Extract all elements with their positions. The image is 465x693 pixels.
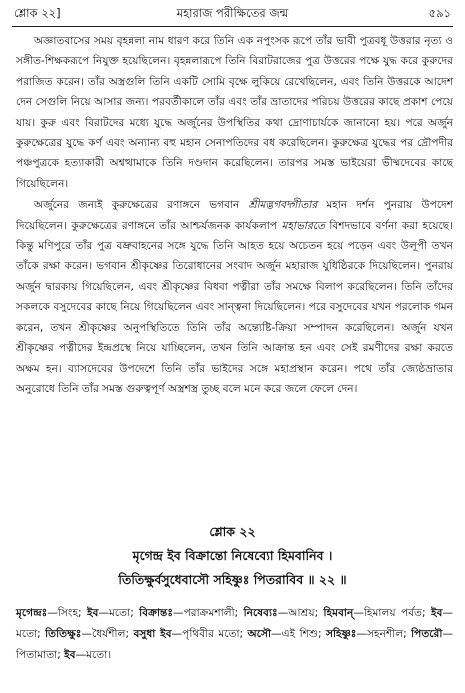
synonym-meaning: —মতো;	[16, 607, 453, 640]
synonyms-block	[16, 603, 453, 666]
synonym-word: মৃগেন্দ্রঃ	[16, 607, 48, 619]
synonym-meaning: —পরাক্রমশালী;	[172, 607, 244, 619]
synonym-entry	[64, 649, 111, 661]
synonym-entry	[326, 628, 411, 640]
synonym-entry	[244, 607, 324, 619]
page-header	[14, 4, 451, 24]
synonym-meaning: —মতো;	[98, 607, 140, 619]
book-title-mahabharata: মহাভারতে	[281, 219, 325, 232]
chapter-title: মহারাজ পরীক্ষিতের জন্ম	[176, 5, 289, 20]
synonym-word: ইব	[64, 649, 76, 661]
synonym-meaning: —ধৈর্যশীল;	[81, 628, 134, 640]
synonym-entry	[133, 628, 247, 640]
verse-line-2: তিতিক্ষুর্বসুধেবাসৌ সহিষ্ণুঃ পিতরাবিব ॥ ২২ ॥	[118, 572, 347, 587]
synonym-word: অসৌ	[247, 628, 271, 640]
header-divider	[12, 26, 453, 27]
purport-text-segment: মহান দর্শন পুনরায় উপদেশ দিয়েছিলেন। কুরুক্ষেত্রের রণাঙ্গনে তাঁর আশ্চর্যজনক কার্যকলাপ	[16, 199, 453, 232]
synonym-meaning: —হিমালয় পর্বত;	[353, 607, 431, 619]
synonym-word: তিতিক্ষুঃ	[45, 628, 82, 640]
synonym-entry	[16, 607, 87, 619]
purport-paragraph-1: অজ্ঞাতবাসের সময় বৃহন্নলা নাম ধারণ করে তিনি এক নপুংসক রূপে তাঁর ভাবী পুত্রবধূ উত্তরার নৃত্য ও সঙ্গীত-শিক্ষকরূপে নিযুক্ত হয়েছিলেন। বৃহন্নলারূপে তিনি বিরাটরাজের পুত্র উত্তরের পক্ষে যুদ্ধ করে কুরুদের পরাজিত করেন। তাঁর অস্ত্রগুলি তিনি একটি সোমি বৃক্ষে লুকিয়ে রেখেছিলেন, এবং তিনি উত্তরকে আদেশ দেন সেগুলি নিয়ে আসার জন্য। পরবর্তীকালে তাঁর এবং তাঁর ভ্রাতাদের পরিচয় উত্তরের কাছে প্রকাশ পেয়ে যায়। কুরু এবং বিরাটদের মধ্যে যুদ্ধে অর্জুনের উপস্থিতির কথা দ্রোণাচার্যকে জানানো হয়। পরে অর্জুন কুরুক্ষেত্রের যুদ্ধে কর্ণ এবং অন্যান্য বহু মহান সেনাপতিদের বধ করেছিলেন। কুরুক্ষেত্র যুদ্ধের পর দ্রৌপদীর পঞ্চপুত্রকে হত্যাকারী অশ্বত্থামাকে তিনি দণ্ডদান করেছিলেন। তারপর সমস্ত ভাইয়েরা ভীষ্মদেবের কাছে গিয়েছিলেন।	[16, 35, 453, 190]
synonym-word: নিষেব্যঃ	[243, 607, 278, 619]
verse-reference: শ্লোক ২২]	[14, 5, 61, 20]
purport-paragraph-2	[16, 195, 453, 399]
verse-heading: শ্লোক ২২	[209, 524, 256, 539]
synonym-entry	[139, 607, 243, 619]
synonym-meaning: —সহনশীল;	[356, 628, 412, 640]
synonym-word: বসুধা ইব	[133, 628, 172, 640]
synonym-word: ইব	[87, 607, 99, 619]
synonym-meaning: —এই শিশু;	[271, 628, 326, 640]
synonym-word: বিক্রান্তঃ	[139, 607, 173, 619]
purport-text-segment: বিশদভাবে বর্ণনা করা হয়েছে। কিন্তু মণিপুরে তাঁর পুত্র বভ্রুবাহনের সঙ্গে যুদ্ধে তিনি আহত হয়ে অচেতন হয়ে পড়েন এবং উলূপী তখন তাঁকে রক্ষা করেন। ভগবান শ্রীকৃষ্ণের তিরোধানের সংবাদ অর্জুন মহারাজ যুধিষ্ঠিরকে দিয়েছিলেন। পুনরায় অর্জুন দ্বারকায় গিয়েছিলেন, এবং শ্রীকৃষ্ণের বিধবা পত্নীরা তাঁর সমক্ষে বিলাপ করেছিলেন। তিনি তাঁদের সকলকে বসুদেবের কাছে নিয়ে গিয়েছিলেন এবং সান্ত্বনা দিয়েছিলেন। পরে বসুদেবের যখন পরলোক গমন করেন, তখন শ্রীকৃষ্ণের অনুপস্থিতিতে তিনি তাঁর অন্ত্যেষ্টি-ক্রিয়া সম্পাদন করেছিলেন। অর্জুন যখন শ্রীকৃষ্ণের পত্নীদের ইন্দ্রপ্রস্থে নিয়ে যাচ্ছিলেন, তখন তিনি আক্রান্ত হন এবং সেই রমণীদের রক্ষা করতে অক্ষম হন। ব্যাসদেবের উপদেশে তিনি তাঁর ভাইদের সঙ্গে মহাপ্রস্থান করেন। পথে তাঁর জ্যেষ্ঠভ্রাতার অনুরোধে তিনি তাঁর সমস্ত গুরুত্বপূর্ণ অস্ত্রশস্ত্র তুচ্ছ বলে মনে করে জলে ফেলে দেন।	[16, 219, 454, 395]
synonym-meaning: —মতো।	[75, 649, 112, 661]
synonym-meaning: —সিংহ;	[47, 607, 88, 619]
synonym-word: ইব	[430, 607, 443, 619]
purport-text-segment: অর্জুনের জন্যই কুরুক্ষেত্রের রণাঙ্গনে ভগবান	[34, 199, 249, 212]
synonym-meaning: —পিতামাতা;	[16, 628, 453, 661]
synonym-entry	[87, 607, 139, 619]
synonym-entry	[45, 628, 133, 640]
synonym-meaning: —আশ্রয়;	[277, 607, 324, 619]
synonym-entry	[248, 628, 326, 640]
synonym-word: হিমবান্	[323, 607, 354, 619]
synonym-word: সহিষ্ণুঃ	[325, 628, 357, 640]
verse-line-1: মৃগেন্দ্র ইব বিক্রান্তো নিষেব্যো হিমবানিব ।	[132, 548, 333, 563]
book-title-gita: শ্রীমদ্ভগবদ্গীতার	[248, 199, 318, 212]
page-number: ৫৯১	[428, 5, 451, 20]
synonym-word: পিতরৌ	[411, 628, 443, 640]
synonym-meaning: —পৃথিবীর মতো;	[171, 628, 248, 640]
purport-text	[16, 31, 453, 399]
synonym-entry	[324, 607, 431, 619]
